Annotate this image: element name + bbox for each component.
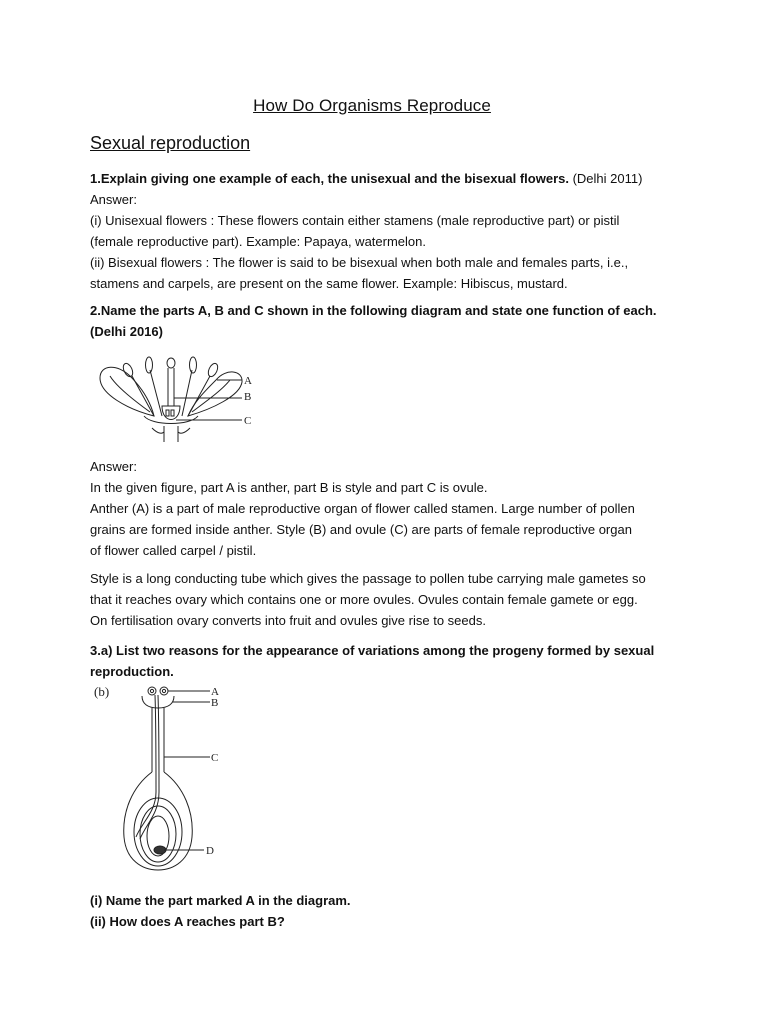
answer-line: of flower called carpel / pistil. [90,543,257,558]
answer-2-paragraph [90,568,690,631]
answer-line: In the given figure, part A is anther, part B is style and part C is ovule. [90,480,488,495]
label-b: B [211,697,219,709]
label-a: A [211,686,219,698]
flower-diagram [92,354,272,444]
answer-line: grains are formed inside anther. Style (B) and ovule (C) are parts of female reproductive organ [90,522,632,537]
question-2-line: (Delhi 2016) [90,324,163,339]
question-3-line: 3.a) List two reasons for the appearance of variations among the progeny formed by sexual [90,643,655,658]
question-3-line: reproduction. [90,664,174,679]
flower-diagram-svg [92,354,272,444]
question-1-source: (Delhi 2011) [572,171,643,186]
answer-line: that it reaches ovary which contains one or more ovules. Ovules contain female gamete or egg. [90,592,638,607]
question-3-subparts [90,890,690,932]
figure-tag: (b) [94,684,110,699]
answer-line: Style is a long conducting tube which gives the passage to pollen tube carrying male gametes so [90,571,646,586]
sub-question: (i) Name the part marked A in the diagram. [90,893,351,908]
answer-label: Answer: [90,192,137,207]
section-heading: Sexual reproduction [90,133,251,153]
answer-line: On fertilisation ovary converts into fruit and ovules give rise to seeds. [90,613,486,628]
label-c: C [211,752,219,764]
label-c: C [244,415,252,427]
answer-line: stamens and carpels, are present on the same flower. Example: Hibiscus, mustard. [90,276,568,291]
question-2-line: 2.Name the parts A, B and C shown in the following diagram and state one function of each. [90,303,657,318]
pistil-diagram [92,682,242,872]
answer-line: (female reproductive part). Example: Papaya, watermelon. [90,234,426,249]
label-a: A [244,375,252,387]
label-d: D [206,845,214,857]
pistil-diagram-svg [92,682,242,872]
question-2 [90,300,690,342]
question-1 [90,168,690,294]
answer-2 [90,456,690,561]
answer-line: Anther (A) is a part of male reproductive organ of flower called stamen. Large number of pollen [90,501,635,516]
page-title: How Do Organisms Reproduce [253,96,491,115]
answer-label: Answer: [90,459,137,474]
sub-question: (ii) How does A reaches part B? [90,914,285,929]
question-1-text: 1.Explain giving one example of each, the unisexual and the bisexual flowers. [90,171,569,186]
question-3 [90,640,690,682]
answer-line: (ii) Bisexual flowers : The flower is said to be bisexual when both male and females parts, i.e., [90,255,629,270]
label-b: B [244,391,252,403]
answer-line: (i) Unisexual flowers : These flowers contain either stamens (male reproductive part) or pistil [90,213,620,228]
